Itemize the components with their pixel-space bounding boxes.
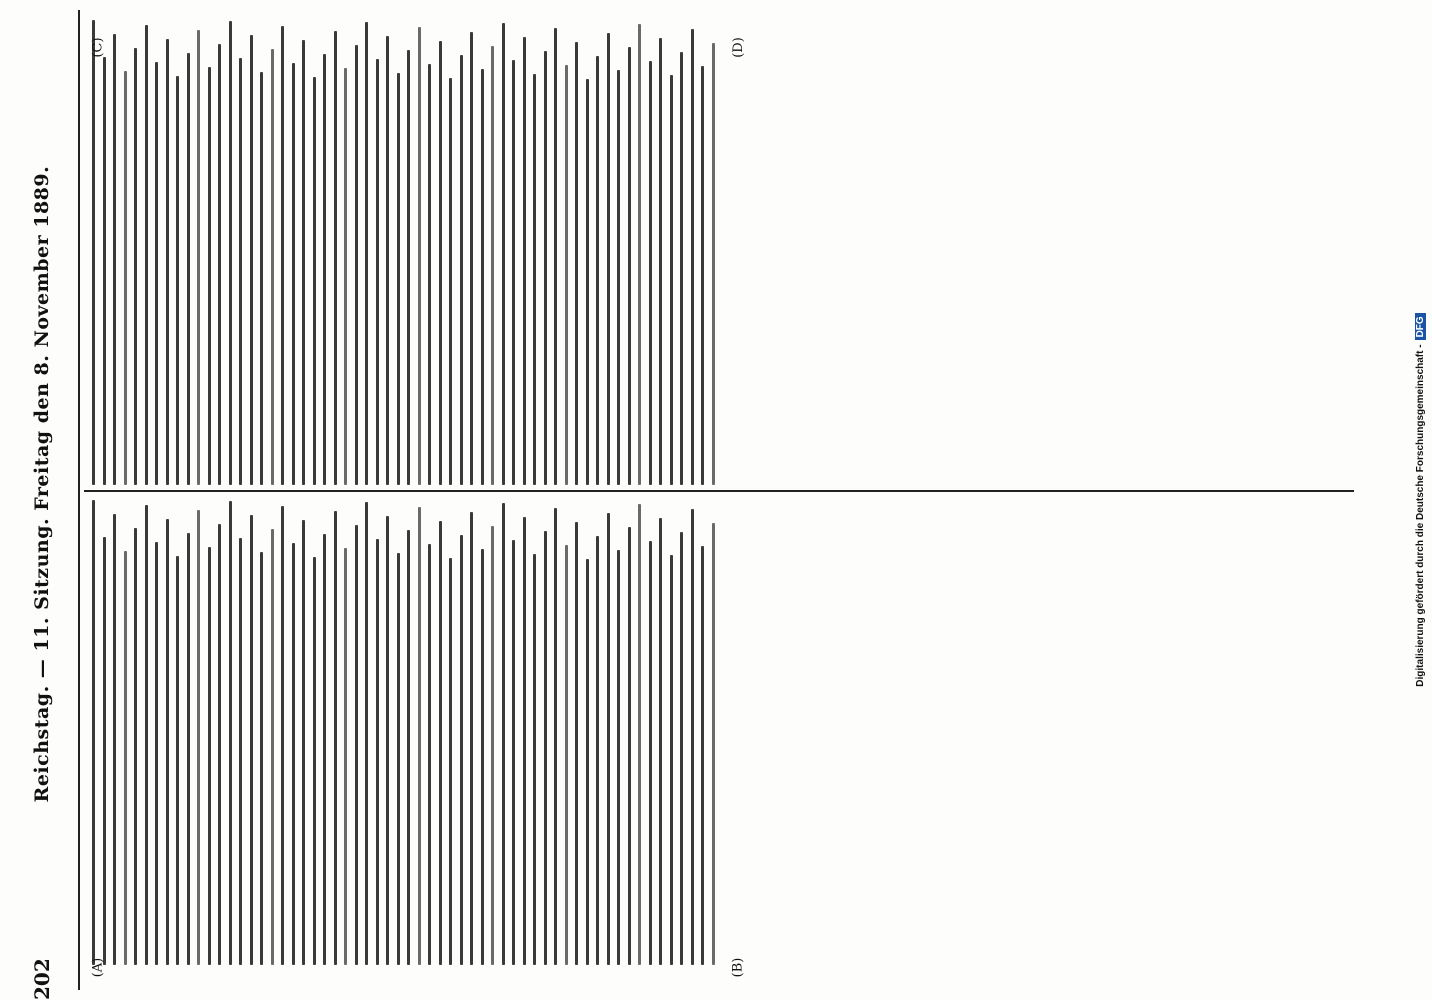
margin-marker-a: (A) (90, 957, 106, 978)
text-line (113, 514, 116, 965)
text-line (502, 503, 505, 965)
text-line (460, 55, 463, 485)
text-line (680, 52, 683, 485)
text-line (155, 62, 158, 485)
text-line (533, 554, 536, 965)
text-line (712, 43, 715, 485)
text-line (670, 555, 673, 965)
text-line (134, 48, 137, 485)
margin-marker-b: (B) (730, 957, 746, 978)
dfg-badge: DFG (1415, 313, 1426, 340)
text-line (166, 39, 169, 485)
text-line (145, 505, 148, 965)
text-line (239, 538, 242, 965)
text-line (439, 41, 442, 485)
text-line (302, 520, 305, 965)
text-line (218, 44, 221, 485)
text-line (187, 533, 190, 965)
text-line (523, 517, 526, 965)
text-line (292, 543, 295, 965)
text-line (596, 56, 599, 485)
text-line (523, 37, 526, 485)
text-line (586, 79, 589, 485)
text-line (386, 516, 389, 965)
text-line (638, 24, 641, 485)
text-line (176, 556, 179, 965)
text-line (617, 550, 620, 965)
margin-marker-d: (D) (730, 37, 746, 58)
text-line (344, 68, 347, 485)
header-title: Reichstag. — 11. Sitzung. Freitag den 8. November 1889. (31, 165, 53, 803)
text-line (491, 46, 494, 485)
text-line (103, 57, 106, 485)
text-line (208, 547, 211, 965)
text-line (281, 26, 284, 485)
text-line (187, 53, 190, 485)
text-line (313, 77, 316, 485)
text-line (323, 54, 326, 485)
text-line (481, 549, 484, 965)
text-line (554, 508, 557, 965)
text-line (365, 22, 368, 485)
text-line (533, 74, 536, 485)
text-line (428, 544, 431, 965)
text-line (355, 45, 358, 485)
text-line (407, 50, 410, 485)
text-line (397, 553, 400, 965)
text-line (344, 548, 347, 965)
text-line (701, 66, 704, 485)
text-line (596, 536, 599, 965)
page-number: 202 (30, 958, 54, 1000)
text-line (617, 70, 620, 485)
running-header (12, 0, 72, 1000)
text-line (607, 33, 610, 485)
text-line (208, 67, 211, 485)
text-line (460, 535, 463, 965)
text-line (565, 65, 568, 485)
text-line (355, 525, 358, 965)
text-line (397, 73, 400, 485)
text-line (565, 545, 568, 965)
text-line (229, 501, 232, 965)
text-line (124, 551, 127, 965)
text-line (439, 521, 442, 965)
text-line (649, 541, 652, 965)
header-rule (78, 10, 80, 990)
text-line (302, 40, 305, 485)
text-line (92, 20, 95, 485)
text-line (124, 71, 127, 485)
text-line (502, 23, 505, 485)
text-line (376, 59, 379, 485)
text-line (680, 532, 683, 965)
text-line (691, 29, 694, 485)
text-line (607, 513, 610, 965)
text-line (334, 31, 337, 485)
text-line (470, 512, 473, 965)
column-divider (84, 490, 1354, 492)
text-line (628, 47, 631, 485)
text-line (292, 63, 295, 485)
text-line (586, 559, 589, 965)
text-line (659, 518, 662, 965)
text-line (197, 510, 200, 965)
text-line (239, 58, 242, 485)
text-line (113, 34, 116, 485)
text-line (670, 75, 673, 485)
text-line (376, 539, 379, 965)
text-line (449, 558, 452, 965)
digitization-text: Digitalisierung gefördert durch die Deutsche Forschungsgemeinschaft - (1415, 344, 1426, 687)
text-line (281, 506, 284, 965)
text-line (92, 500, 95, 965)
text-line (145, 25, 148, 485)
text-line (544, 531, 547, 965)
text-line (428, 64, 431, 485)
text-line (512, 540, 515, 965)
text-line (418, 27, 421, 485)
text-line (103, 537, 106, 965)
text-line (512, 60, 515, 485)
text-line (197, 30, 200, 485)
text-line (449, 78, 452, 485)
text-line (176, 76, 179, 485)
text-line (134, 528, 137, 965)
text-line (260, 552, 263, 965)
text-line (250, 515, 253, 965)
text-line (470, 32, 473, 485)
text-line (271, 49, 274, 485)
text-line (260, 72, 263, 485)
margin-marker-c: (C) (90, 37, 106, 58)
text-line (575, 42, 578, 485)
text-line (313, 557, 316, 965)
text-line (701, 546, 704, 965)
text-line (481, 69, 484, 485)
text-line (155, 542, 158, 965)
text-line (554, 28, 557, 485)
text-line (544, 51, 547, 485)
text-line (418, 507, 421, 965)
text-line (491, 526, 494, 965)
text-line (218, 524, 221, 965)
text-line (250, 35, 253, 485)
text-line (659, 38, 662, 485)
text-line (628, 527, 631, 965)
text-line (271, 529, 274, 965)
text-line (229, 21, 232, 485)
text-line (166, 519, 169, 965)
digitization-note (1415, 10, 1429, 990)
text-line (638, 504, 641, 965)
text-line (691, 509, 694, 965)
text-line (323, 534, 326, 965)
text-line (649, 61, 652, 485)
text-line (712, 523, 715, 965)
text-line (365, 502, 368, 965)
text-line (386, 36, 389, 485)
text-line (575, 522, 578, 965)
text-line (334, 511, 337, 965)
text-line (407, 530, 410, 965)
